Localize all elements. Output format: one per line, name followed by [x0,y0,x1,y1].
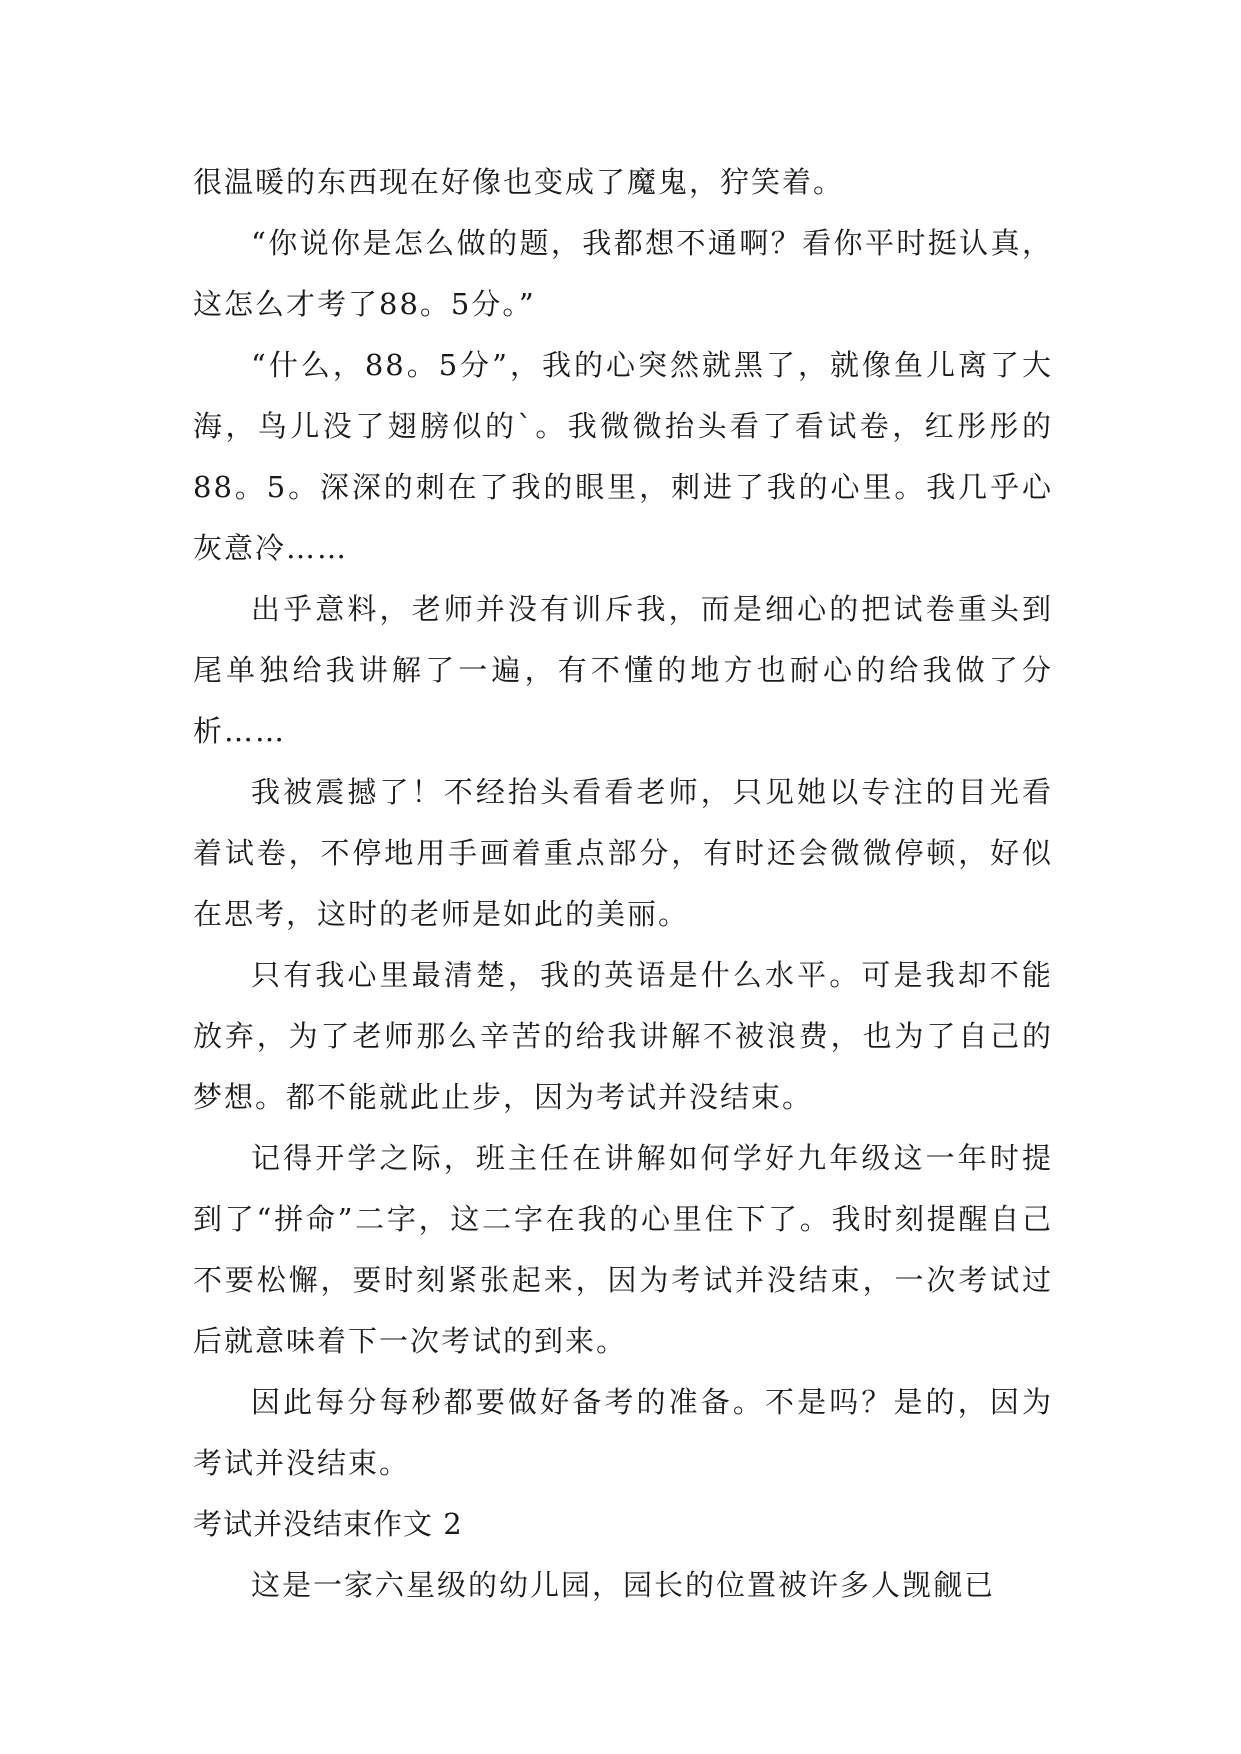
document-body [193,152,1053,1616]
paragraph-1: 很温暖的东西现在好像也变成了魔鬼，狞笑着。 [193,165,845,199]
paragraph-8: 因此每分每秒都要做好备考的准备。不是吗？是的，因为考试并没结束。 [193,1385,1053,1480]
paragraph-2: “你说你是怎么做的题，我都想不通啊？看你平时挺认真，这怎么才考了88。5分。” [193,226,1053,321]
paragraph-6: 只有我心里最清楚，我的英语是什么水平。可是我却不能放弃，为了老师那么辛苦的给我讲解不被浪费，也为了自己的梦想。都不能就此止步，因为考试并没结束。 [193,958,1053,1114]
paragraph-7: 记得开学之际，班主任在讲解如何学好九年级这一年时提到了“拼命”二字，这二字在我的心里住下了。我时刻提醒自己不要松懈，要时刻紧张起来，因为考试并没结束，一次考试过后就意味着下一次考试的到来。 [193,1141,1053,1358]
paragraph-5: 我被震撼了！不经抬头看看老师，只见她以专注的目光看着试卷，不停地用手画着重点部分，有时还会微微停顿，好似在思考，这时的老师是如此的美丽。 [193,775,1053,931]
paragraph-4: 出乎意料，老师并没有训斥我，而是细心的把试卷重头到尾单独给我讲解了一遍，有不懂的地方也耐心的给我做了分析…… [193,592,1053,748]
paragraph-9: 这是一家六星级的幼儿园，园长的位置被许多人觊觎已 [251,1568,996,1602]
paragraph-3: “什么，88。5分”，我的心突然就黑了，就像鱼儿离了大海，鸟儿没了翅膀似的`。我微微抬头看了看试卷，红彤彤的88。5。深深的刺在了我的眼里，刺进了我的心里。我几乎心灰意冷…… [193,348,1053,565]
section-title: 考试并没结束作文 2 [193,1507,463,1541]
